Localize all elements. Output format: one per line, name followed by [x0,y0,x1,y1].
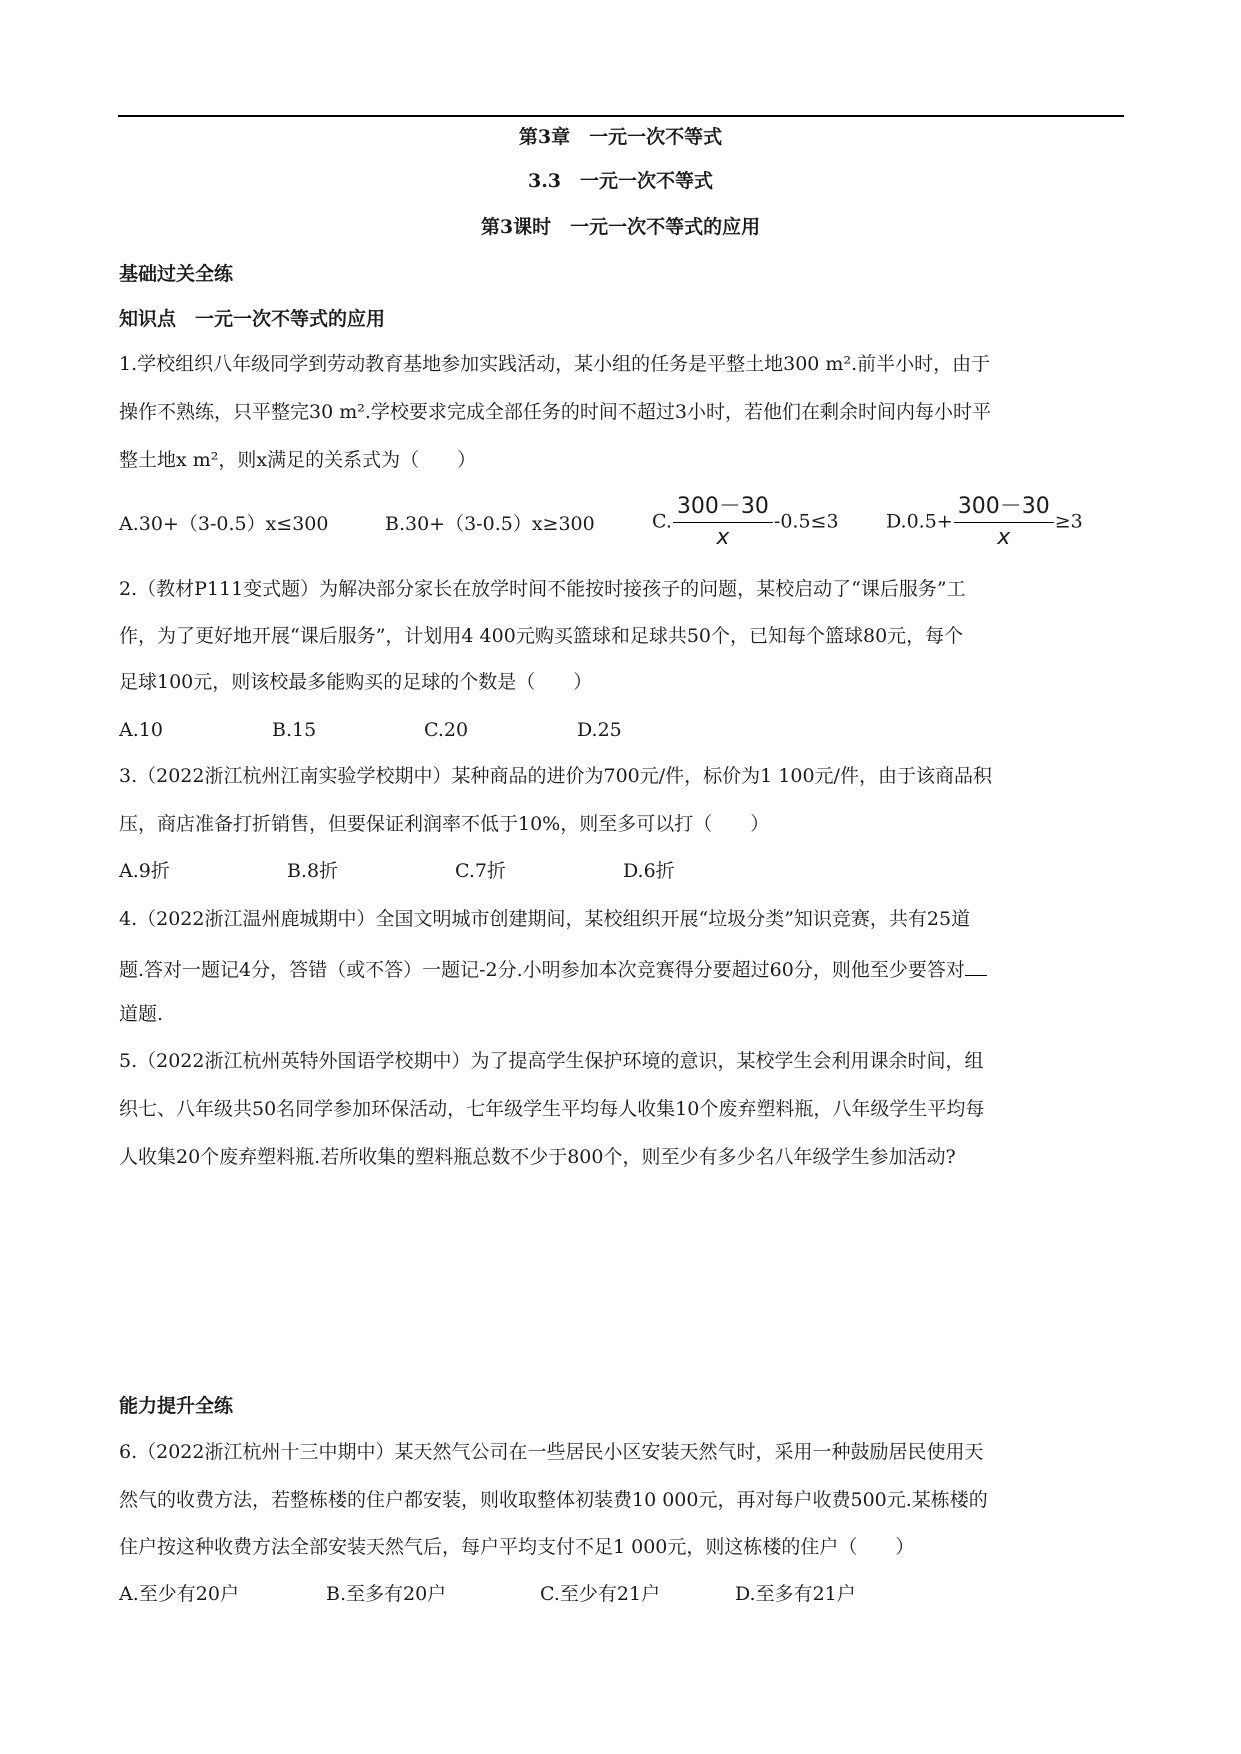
q5-line2: 织七、八年级共50名同学参加环保活动，七年级学生平均每人收集10个废弃塑料瓶，八年级学生平均每 [119,1098,985,1120]
q4-line2 [119,957,987,980]
q1-line1: 1.学校组织八年级同学到劳动教育基地参加实践活动，某小组的任务是平整土地300 m².前半小时，由于 [119,353,991,375]
q2-option-c: C.20 [424,719,469,741]
q3-option-c: C.7折 [455,860,506,882]
part1-title: 基础过关全练 [119,263,234,285]
section-title: 3.3 一元一次不等式 [527,170,714,192]
q1-option-d [886,496,1083,549]
q1-option-c-prefix: C. [652,510,672,533]
q1-option-c [652,496,839,549]
q3-option-a: A.9折 [119,860,170,882]
q2-line1: 2.（教材P111变式题）为解决部分家长在放学时间不能按时接孩子的问题，某校启动了“课后服务”工 [119,578,966,600]
q2-option-d: D.25 [577,719,622,741]
q2-line3: 足球100元，则该校最多能购买的足球的个数是（ ） [119,671,593,693]
q2-line2: 作，为了更好地开展“课后服务”，计划用4 400元购买篮球和足球共50个，已知每个篮球80元，每个 [119,625,964,647]
q1-option-c-numerator: 300－30 [673,496,773,523]
header-rule [118,115,1124,117]
q1-line2: 操作不熟练，只平整完30 m².学校要求完成全部任务的时间不超过3小时，若他们在剩余时间内每小时平 [119,401,991,423]
q6-option-c: C.至少有21户 [540,1583,661,1605]
lesson-title: 第3课时 一元一次不等式的应用 [480,216,761,238]
q1-line3: 整土地x m²，则x满足的关系式为（ ） [119,449,477,471]
q1-option-c-denominator: x [716,525,730,550]
q1-option-d-suffix: ≥3 [1054,510,1083,533]
q2-option-a: A.10 [119,719,163,741]
q3-line1: 3.（2022浙江杭州江南实验学校期中）某种商品的进价为700元/件，标价为1 100元/件，由于该商品积 [119,765,992,787]
part2-title: 能力提升全练 [119,1395,234,1417]
q6-option-d: D.至多有21户 [735,1583,856,1605]
q4-line3: 道题. [119,1003,164,1025]
q4-line1: 4.（2022浙江温州鹿城期中）全国文明城市创建期间，某校组织开展“垃圾分类”知识竞赛，共有25道 [119,908,971,930]
q3-option-b: B.8折 [287,860,339,882]
q4-line2-text: 题.答对一题记4分，答错（或不答）一题记-2分.小明参加本次竞赛得分要超过60分，则他至少要答对 [119,959,965,981]
q5-line1: 5.（2022浙江杭州英特外国语学校期中）为了提高学生保护环境的意识，某校学生会利用课余时间，组 [119,1050,984,1072]
q3-option-d: D.6折 [623,860,675,882]
q1-option-d-fraction [954,496,1054,549]
q3-line2: 压，商店准备打折销售，但要保证利润率不低于10%，则至多可以打（ ） [119,813,770,835]
q1-option-d-prefix: D.0.5+ [886,510,953,533]
chapter-title: 第3章 一元一次不等式 [518,126,723,148]
q1-option-c-fraction [673,496,773,549]
q6-line1: 6.（2022浙江杭州十三中期中）某天然气公司在一些居民小区安装天然气时，采用一种鼓励居民使用天 [119,1441,984,1463]
q1-option-a: A.30+（3-0.5）x≤300 [119,513,329,535]
q1-option-c-suffix: -0.5≤3 [773,510,839,533]
q2-option-b: B.15 [272,719,317,741]
q6-option-a: A.至少有20户 [119,1583,239,1605]
q5-line3: 人收集20个废弃塑料瓶.若所收集的塑料瓶总数不少于800个，则至少有多少名八年级学生参加活动? [119,1146,956,1168]
knowledge-title: 知识点 一元一次不等式的应用 [119,308,386,330]
q1-option-b: B.30+（3-0.5）x≥300 [385,513,595,535]
q6-option-b: B.至多有20户 [326,1583,447,1605]
q6-line2: 然气的收费方法，若整栋楼的住户都安装，则收取整体初装费10 000元，再对每户收费500元.某栋楼的 [119,1489,988,1511]
q1-option-d-denominator: x [997,525,1011,550]
q6-line3: 住户按这种收费方法全部安装天然气后，每户平均支付不足1 000元，则这栋楼的住户（ ） [119,1536,915,1558]
q1-option-d-numerator: 300－30 [954,496,1054,523]
q4-answer-blank[interactable] [965,957,987,976]
